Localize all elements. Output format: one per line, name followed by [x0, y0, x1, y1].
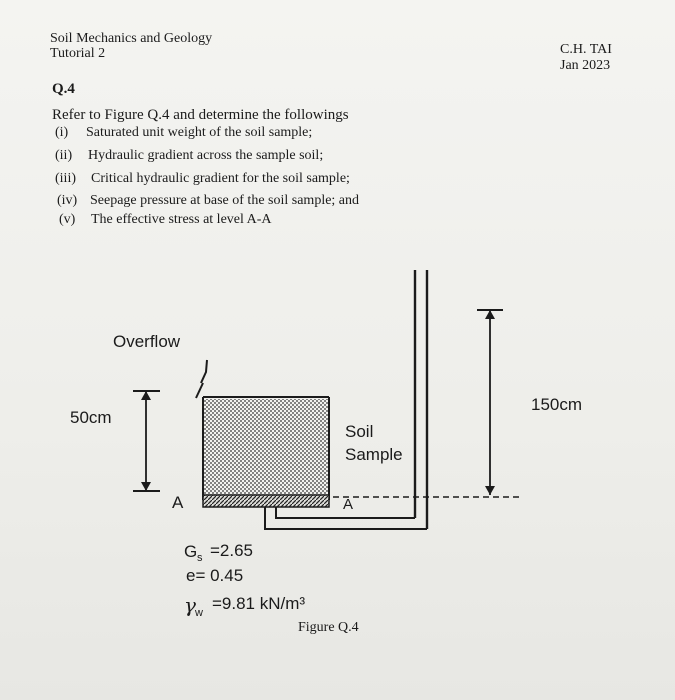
height-50cm-label: 50cm — [70, 408, 112, 427]
item-number: (iii) — [55, 171, 76, 186]
document-date: Jan 2023 — [560, 58, 611, 73]
figure-caption: Figure Q.4 — [298, 620, 359, 635]
level-a-left-label: A — [172, 493, 184, 512]
gamma-subscript: w — [195, 607, 203, 619]
tutorial-label: Tutorial 2 — [50, 46, 106, 61]
item-text: Saturated unit weight of the soil sample; — [86, 125, 313, 140]
soil-label: Soil — [345, 422, 374, 441]
sample-label: Sample — [345, 445, 403, 464]
gs-symbol: G — [184, 542, 198, 561]
overflow-pipe — [201, 360, 207, 383]
porous-stone — [203, 495, 329, 507]
soil-sample — [203, 399, 329, 495]
item-number: (v) — [59, 212, 76, 227]
item-text: Hydraulic gradient across the sample soil; — [88, 148, 324, 163]
gamma-symbol: γ — [184, 593, 196, 617]
height-150cm-label: 150cm — [531, 395, 583, 414]
item-number: (i) — [55, 125, 69, 140]
item-text: Seepage pressure at base of the soil sample; and — [90, 193, 360, 208]
item-number: (iv) — [57, 193, 78, 208]
unit-weight-water: =9.81 kN/m³ — [212, 594, 306, 613]
question-intro: Refer to Figure Q.4 and determine the followings — [52, 107, 349, 123]
level-a-right-label: A — [343, 496, 354, 513]
course-title: Soil Mechanics and Geology — [50, 31, 213, 46]
item-text: The effective stress at level A-A — [91, 212, 272, 227]
overflow-label: Overflow — [113, 332, 181, 351]
void-ratio: e= 0.45 — [186, 566, 244, 585]
question-number: Q.4 — [52, 81, 75, 97]
gs-value: =2.65 — [210, 541, 254, 560]
gs-subscript: s — [197, 552, 203, 564]
overflow-pipe-edge — [196, 383, 203, 398]
author-name: C.H. TAI — [560, 42, 612, 57]
item-number: (ii) — [55, 148, 73, 163]
item-text: Critical hydraulic gradient for the soil sample; — [91, 171, 350, 186]
